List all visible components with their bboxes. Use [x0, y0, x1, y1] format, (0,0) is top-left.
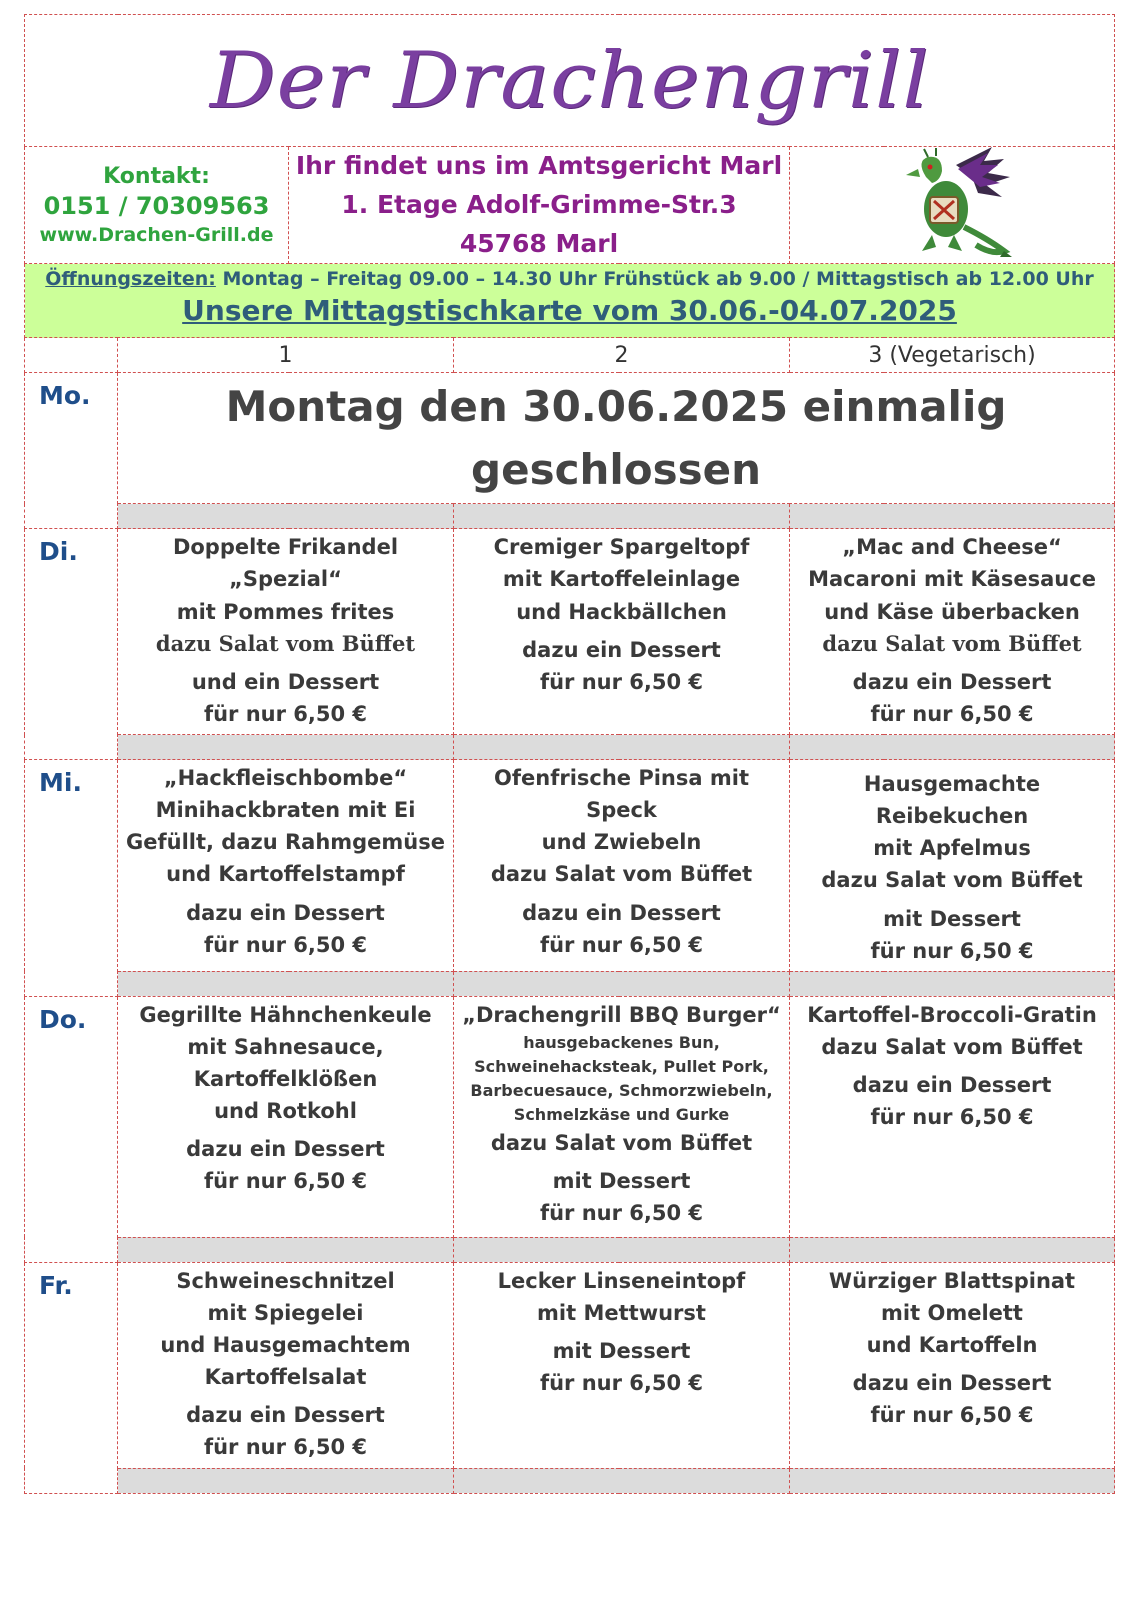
dish-line: dazu ein Dessert — [852, 669, 1052, 694]
dish-line: „Hackfleischbombe“ — [163, 766, 408, 790]
logo-box — [790, 147, 1115, 264]
dish-line: und Kartoffeln — [866, 1333, 1038, 1357]
dish-tuesday-2 — [454, 529, 790, 735]
dish-tuesday-3 — [790, 529, 1115, 735]
dish-detail: hausgebackenes Bun, — [523, 1032, 720, 1052]
column-header-1: 1 — [118, 338, 454, 373]
dish-detail: Schmelzkäse und Gurke — [513, 1104, 730, 1124]
dish-line: Hausgemachte — [863, 772, 1041, 796]
dish-price: für nur 6,50 € — [870, 701, 1034, 726]
dish-line: Kartoffel-Broccoli-Gratin — [807, 1002, 1097, 1027]
dish-line: und Hausgemachtem — [160, 1333, 411, 1357]
dish-tuesday-1 — [118, 529, 454, 735]
dish-price: für nur 6,50 € — [870, 938, 1034, 963]
dish-line: mit Pommes frites — [176, 599, 395, 624]
dish-line: dazu ein Dessert — [522, 900, 721, 925]
dish-line: „Drachengrill BBQ Burger“ — [462, 1002, 781, 1027]
dish-price: für nur 6,50 € — [203, 932, 368, 957]
opening-hours-label: Öffnungszeiten: — [45, 268, 216, 291]
spacer — [118, 504, 454, 529]
spacer — [118, 735, 454, 760]
day-label-tuesday: Di. — [25, 529, 118, 760]
dish-line: mit Dessert — [552, 1169, 691, 1193]
corner-cell — [25, 338, 118, 373]
spacer — [454, 1468, 790, 1493]
address-line-1: Ihr findet uns im Amtsgericht Marl — [295, 151, 783, 180]
dish-price: für nur 6,50 € — [539, 1201, 704, 1226]
spacer — [454, 1237, 790, 1262]
spacer — [118, 1237, 454, 1262]
closed-line-2: geschlossen — [471, 445, 762, 495]
dish-line: Reibekuchen — [875, 804, 1029, 829]
dish-line: Minihackbraten mit Ei — [155, 798, 416, 823]
opening-hours — [25, 264, 1114, 290]
dish-line: dazu ein Dessert — [186, 1137, 385, 1162]
dish-friday-2 — [454, 1262, 790, 1468]
spacer — [118, 971, 454, 996]
column-header-3: 3 (Vegetarisch) — [790, 338, 1115, 373]
spacer — [454, 735, 790, 760]
restaurant-title: Der Drachengrill — [209, 35, 930, 126]
dish-line: mit Apfelmus — [873, 836, 1031, 861]
dish-line: dazu Salat vom Büffet — [821, 868, 1083, 893]
dish-price: für nur 6,50 € — [870, 1403, 1034, 1428]
dish-detail: Schweinehacksteak, Pullet Pork, — [474, 1056, 769, 1076]
spacer — [790, 735, 1115, 760]
spacer — [790, 1237, 1115, 1262]
dish-price: für nur 6,50 € — [539, 669, 704, 694]
dish-line: dazu ein Dessert — [852, 1073, 1052, 1097]
closed-line-1: Montag den 30.06.2025 einmalig — [225, 382, 1007, 432]
dish-price: für nur 6,50 € — [539, 1371, 704, 1396]
menu-sheet — [24, 14, 1114, 1494]
dish-price: für nur 6,50 € — [539, 932, 704, 957]
dish-detail: Barbecuesauce, Schmorzwiebeln, — [470, 1080, 773, 1100]
dish-line: „Mac and Cheese“ — [842, 535, 1062, 560]
address-box — [289, 147, 790, 264]
dish-line: mit Dessert — [552, 1339, 691, 1363]
dish-line: mit Mettwurst — [537, 1300, 706, 1325]
spacer — [118, 1468, 454, 1493]
dish-line: dazu ein Dessert — [852, 1371, 1052, 1396]
dish-line: und Käse überbacken — [824, 599, 1080, 624]
title-cell — [25, 15, 1115, 147]
dragon-icon — [892, 147, 1012, 259]
dish-line: mit Sahnesauce, — [187, 1034, 384, 1059]
address-line-3: 45768 Marl — [459, 228, 619, 258]
phone-number[interactable]: 0151 / 70309563 — [43, 192, 270, 221]
spacer — [790, 1468, 1115, 1493]
day-label-thursday: Do. — [25, 996, 118, 1262]
dish-line: Cremiger Spargeltopf — [493, 535, 750, 560]
dish-line: Kartoffelklößen — [193, 1067, 378, 1091]
dish-price: für nur 6,50 € — [870, 1105, 1034, 1130]
dish-line: dazu ein Dessert — [186, 1403, 385, 1428]
opening-hours-text: Montag – Freitag 09.00 – 14.30 Uhr Frühstück ab 9.00 / Mittagstisch ab 12.00 Uhr — [215, 268, 1094, 291]
dish-line: dazu ein Dessert — [522, 637, 721, 662]
dish-line: Macaroni mit Käsesauce — [808, 567, 1096, 592]
dish-line: mit Spiegelei — [207, 1300, 364, 1325]
info-band — [25, 264, 1115, 338]
dish-line: Gefüllt, dazu Rahmgemüse — [126, 830, 445, 855]
dish-line: „Spezial“ — [229, 567, 342, 592]
spacer — [790, 504, 1115, 529]
dish-line: und Zwiebeln — [541, 830, 702, 855]
contact-box — [25, 147, 289, 264]
column-header-2: 2 — [454, 338, 790, 373]
contact-label: Kontakt: — [103, 163, 210, 189]
day-label-friday: Fr. — [25, 1262, 118, 1493]
menu-week-title: Unsere Mittagstischkarte vom 30.06.-04.07.2025 — [182, 294, 957, 328]
dish-price: für nur 6,50 € — [203, 1169, 368, 1194]
dish-line: dazu Salat vom Büffet — [822, 630, 1082, 656]
dish-price: für nur 6,50 € — [203, 1435, 368, 1460]
dish-line: und Kartoffelstampf — [166, 862, 405, 887]
dish-line: Ofenfrische Pinsa mit Speck — [494, 766, 749, 823]
spacer — [790, 971, 1115, 996]
dish-line: Schweineschnitzel — [176, 1268, 395, 1293]
website-link[interactable]: www.Drachen-Grill.de — [39, 223, 274, 246]
dish-line: Doppelte Frikandel — [172, 535, 399, 560]
dish-friday-3 — [790, 1262, 1115, 1468]
dish-line: und Hackbällchen — [516, 599, 727, 624]
dish-line: Kartoffelsalat — [204, 1365, 367, 1390]
dish-thursday-1 — [118, 996, 454, 1237]
menu-table — [24, 14, 1115, 1494]
dish-line: Würziger Blattspinat — [828, 1268, 1076, 1293]
dish-line: mit Dessert — [883, 906, 1021, 931]
dish-wednesday-1 — [118, 760, 454, 972]
dish-price: für nur 6,50 € — [203, 701, 368, 726]
day-label-monday: Mo. — [25, 373, 118, 529]
dish-line: Lecker Linseneintopf — [497, 1268, 746, 1293]
dish-line: und Rotkohl — [214, 1099, 357, 1124]
dish-line: dazu ein Dessert — [186, 900, 385, 925]
dish-line: dazu Salat vom Büffet — [155, 630, 416, 656]
day-label-wednesday: Mi. — [25, 760, 118, 997]
spacer — [454, 504, 790, 529]
monday-closed-notice — [118, 373, 1115, 504]
dish-thursday-2 — [454, 996, 790, 1237]
dish-line: mit Kartoffeleinlage — [502, 567, 741, 592]
dish-line: mit Omelett — [881, 1300, 1023, 1325]
dish-wednesday-3 — [790, 760, 1115, 972]
dish-wednesday-2 — [454, 760, 790, 972]
dish-line: dazu Salat vom Büffet — [490, 1130, 753, 1155]
dish-line: dazu Salat vom Büffet — [821, 1034, 1083, 1059]
spacer — [454, 971, 790, 996]
dish-line: und ein Dessert — [191, 669, 380, 694]
dish-line: dazu Salat vom Büffet — [490, 862, 753, 887]
dish-friday-1 — [118, 1262, 454, 1468]
dish-line: Gegrillte Hähnchenkeule — [139, 1002, 432, 1027]
dish-thursday-3 — [790, 996, 1115, 1237]
address-line-2: 1. Etage Adolf-Grimme-Str.3 — [341, 189, 737, 219]
